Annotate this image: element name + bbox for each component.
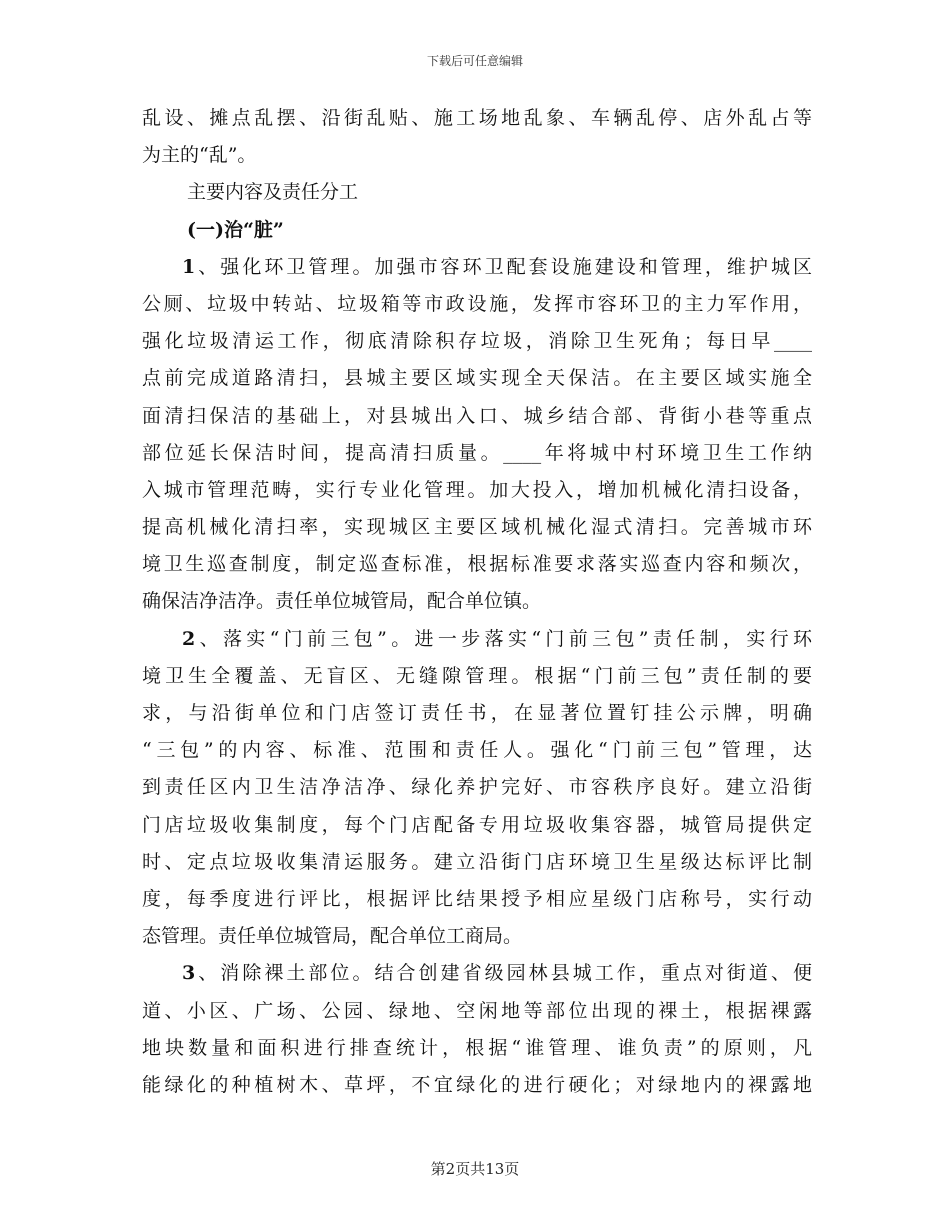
item-number: 2 [182,627,196,650]
text-line: 求，与沿街单位和门店签订责任书，在显著位置钉挂公示牌，明确 [142,702,812,724]
text-line: 境卫生巡查制度，制定巡查标准，根据标准要求落实巡查内容和频次， [142,553,812,576]
text-line: 2、落实“门前三包”。进一步落实“门前三包”责任制，实行环 [182,627,812,650]
text-line: 主要内容及责任分工 [187,181,359,204]
text-line: 3、消除裸土部位。结合创建省级园林县城工作，重点对街道、便 [182,962,812,985]
text-line: (一)治“脏” [187,218,284,241]
text-line: 为主的“乱”。 [142,144,257,167]
document-body [142,100,812,1104]
text-line: 入城市管理范畴，实行专业化管理。加大投入，增加机械化清扫设备， [142,478,812,501]
text-line: 度，每季度进行评比，根据评比结果授予相应星级门店称号，实行动 [142,887,812,910]
text-line: 到责任区内卫生洁净洁净、绿化养护完好、市容秩序良好。建立沿街 [142,776,812,799]
text-line: 门店垃圾收集制度，每个门店配备专用垃圾收集容器，城管局提供定 [142,813,812,836]
text-line: 境卫生全覆盖、无盲区、无缝隙管理。根据“门前三包”责任制的要 [142,664,812,687]
item-number: 3 [182,962,196,985]
page-footer: 第2页共13页 [430,1160,520,1178]
text-line: 态管理。责任单位城管局，配合单位工商局。 [142,925,523,948]
text-line: 时、定点垃圾收集清运服务。建立沿街门店环境卫生星级达标评比制 [142,850,812,873]
text-line: 点前完成道路清扫，县城主要区域实现全天保洁。在主要区域实施全 [142,367,812,390]
text-line: 面清扫保洁的基础上，对县城出入口、城乡结合部、背街小巷等重点 [142,404,812,427]
text-line: 1、强化环卫管理。加强市容环卫配套设施建设和管理，维护城区 [182,255,812,278]
text-line: 道、小区、广场、公园、绿地、空闲地等部位出现的裸土，根据裸露 [142,999,812,1022]
text-line: 强化垃圾清运工作，彻底清除积存垃圾，消除卫生死角；每日早____ [142,330,812,353]
text-line: 公厕、垃圾中转站、垃圾箱等市政设施，发挥市容环卫的主力军作用， [142,292,812,315]
text-line: 地块数量和面积进行排查统计，根据“谁管理、谁负责”的原则，凡 [142,1036,812,1059]
text-line: “三包”的内容、标准、范围和责任人。强化“门前三包”管理，达 [142,739,812,762]
text-line: 确保洁净洁净。责任单位城管局，配合单位镇。 [142,590,542,613]
page-header: 下载后可任意编辑 [426,54,523,68]
text-line: 乱设、摊点乱摆、沿街乱贴、施工场地乱象、车辆乱停、店外乱占等 [142,107,812,129]
text-line: 能绿化的种植树木、草坪，不宜绿化的进行硬化；对绿地内的裸露地 [142,1073,812,1096]
text-line: 提高机械化清扫率，实现城区主要区域机械化湿式清扫。完善城市环 [142,516,812,539]
text-line: 部位延长保洁时间，提高清扫质量。____年将城中村环境卫生工作纳 [142,441,812,464]
item-number: 1 [182,255,196,278]
